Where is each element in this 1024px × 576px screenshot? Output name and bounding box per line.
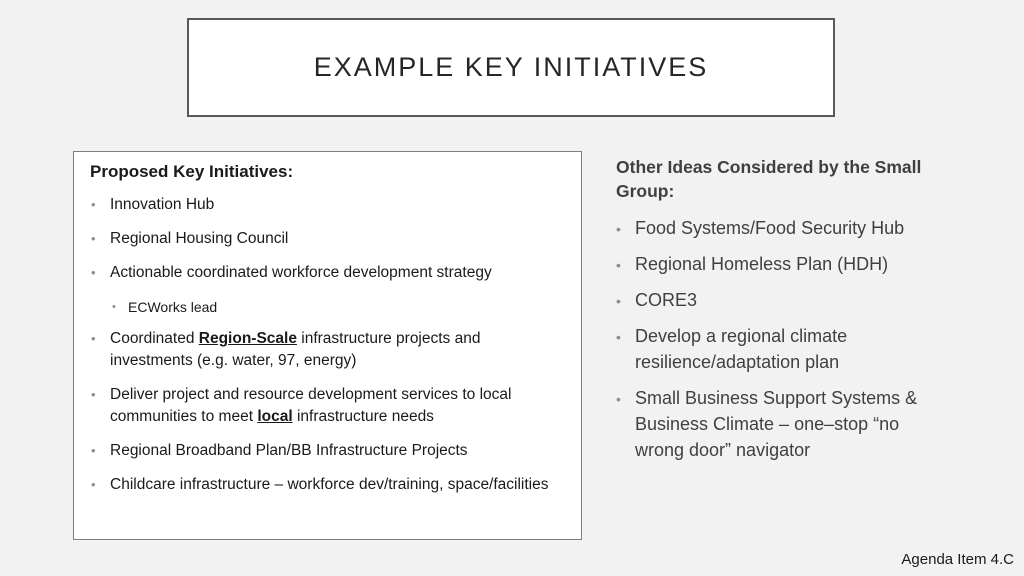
- list-item-text: Childcare infrastructure – workforce dev/training, space/facilities: [110, 476, 549, 493]
- list-item-text: Actionable coordinated workforce development strategy: [110, 264, 492, 281]
- bullet-icon: •: [91, 443, 96, 458]
- list-item: [616, 323, 946, 375]
- list-item-text: Small Business Support Systems & Business Climate – one–stop “no wrong door” navigator: [635, 388, 918, 460]
- proposed-initiatives-list: [90, 194, 567, 496]
- list-item-text: CORE3: [635, 290, 698, 310]
- bullet-icon: •: [91, 331, 96, 346]
- bullet-icon: •: [616, 329, 621, 345]
- bullet-icon: •: [616, 293, 621, 309]
- list-item: [90, 328, 567, 372]
- title-box: [187, 18, 835, 117]
- list-item-text: Regional Broadband Plan/BB Infrastructure Projects: [110, 442, 468, 459]
- bullet-icon: •: [616, 257, 621, 273]
- list-item-text-start: Deliver project and resource development services to local communities to meet: [110, 386, 512, 425]
- list-item: [90, 384, 567, 428]
- bullet-icon: •: [91, 387, 96, 402]
- bullet-icon: •: [91, 477, 96, 492]
- list-item: [616, 385, 946, 463]
- list-item: [90, 440, 567, 462]
- bullet-icon: •: [616, 221, 621, 237]
- bullet-icon: •: [91, 265, 96, 280]
- list-item-text: ECWorks lead: [128, 299, 218, 315]
- emphasis-text: local: [257, 408, 293, 425]
- list-item: [90, 228, 567, 250]
- list-item: [90, 194, 567, 216]
- list-item-text-end: infrastructure needs: [292, 408, 434, 425]
- list-item: [616, 251, 946, 277]
- sub-list-item: [90, 296, 567, 318]
- other-ideas-column: [616, 155, 946, 473]
- list-item: [616, 215, 946, 241]
- list-item: [90, 474, 567, 496]
- list-item: [90, 262, 567, 284]
- emphasis-text: Region-Scale: [198, 330, 297, 347]
- list-item-text: Food Systems/Food Security Hub: [635, 218, 905, 238]
- list-item-text: Regional Homeless Plan (HDH): [635, 254, 889, 274]
- list-item-text-start: Coordinated: [110, 330, 199, 347]
- list-item-text: Regional Housing Council: [110, 230, 289, 247]
- proposed-initiatives-heading: Proposed Key Initiatives:: [90, 162, 294, 181]
- other-ideas-list: [616, 215, 946, 463]
- list-item-text: Develop a regional climate resilience/adaptation plan: [635, 326, 848, 372]
- slide-title: EXAMPLE KEY INITIATIVES: [313, 52, 709, 82]
- list-item-text-end: infrastructure projects and investments (e.g. water, 97, energy): [110, 330, 481, 369]
- bullet-icon: •: [112, 301, 116, 313]
- bullet-icon: •: [91, 197, 96, 212]
- bullet-icon: •: [616, 391, 621, 407]
- list-item: [616, 287, 946, 313]
- proposed-initiatives-box: [73, 151, 582, 540]
- list-item-text: Innovation Hub: [110, 196, 215, 213]
- other-ideas-heading: Other Ideas Considered by the Small Group:: [616, 157, 922, 201]
- agenda-item-label: Agenda Item 4.C: [901, 551, 1014, 568]
- bullet-icon: •: [91, 231, 96, 246]
